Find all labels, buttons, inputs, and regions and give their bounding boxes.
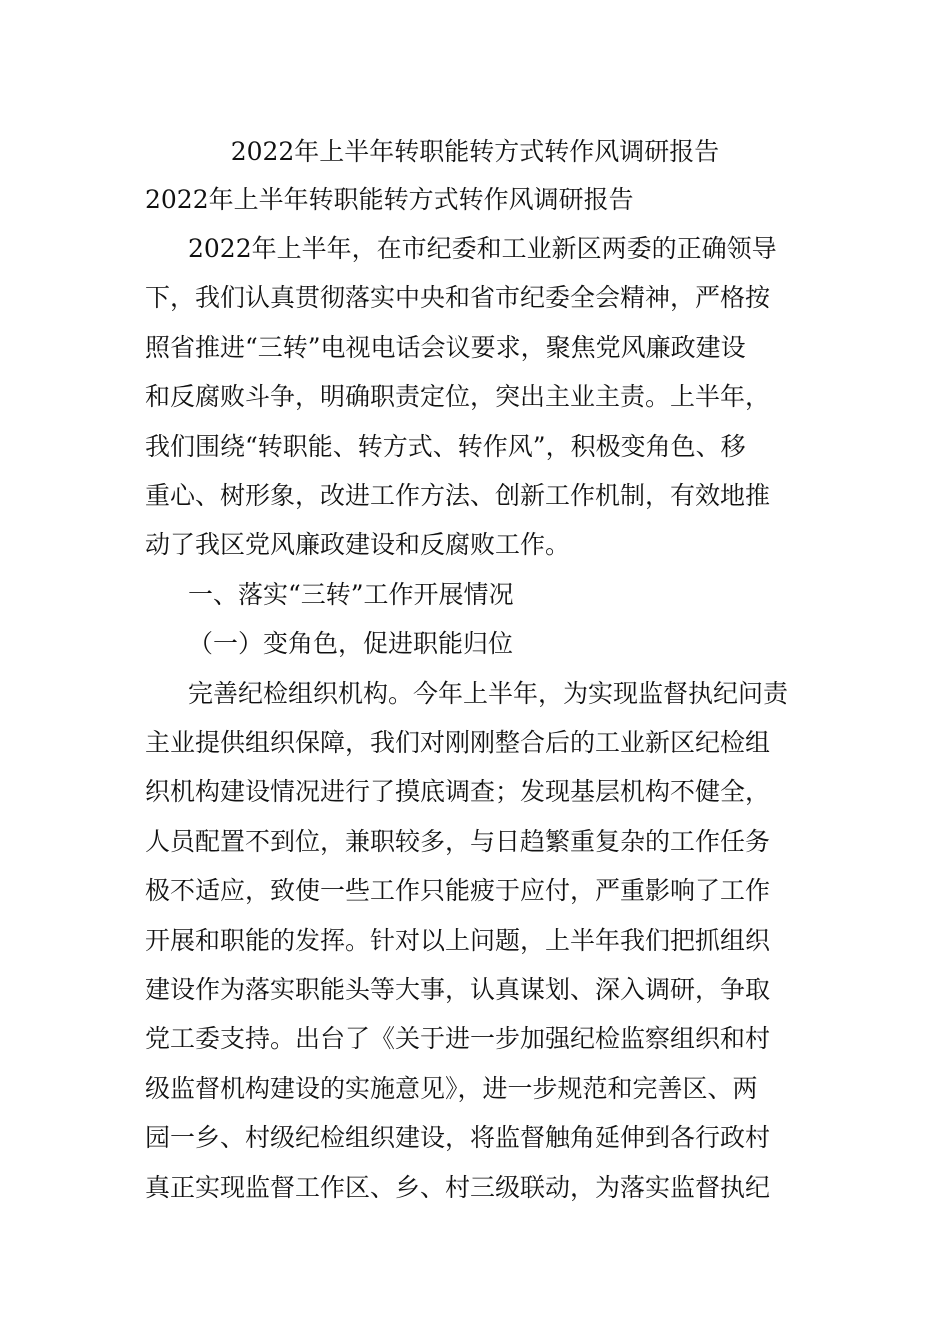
document-title: 2022年上半年转职能转方式转作风调研报告 (230, 137, 720, 166)
body-line: 极不适应，致使一些工作只能疲于应付，严重影响了工作 (145, 876, 771, 905)
body-line: 重心、树形象，改进工作方法、创新工作机制，有效地推 (145, 481, 771, 510)
body-line: 真正实现监督工作区、乡、村三级联动，为落实监督执纪 (145, 1173, 771, 1202)
body-line: 2022年上半年，在市纪委和工业新区两委的正确领导 (188, 234, 777, 263)
body-line: 园一乡、村级纪检组织建设，将监督触角延伸到各行政村 (145, 1123, 771, 1152)
body-line: 下，我们认真贯彻落实中央和省市纪委全会精神，严格按 (145, 283, 771, 312)
body-line: 完善纪检组织机构。今年上半年，为实现监督执纪问责 (188, 679, 789, 708)
subtitle-line: 2022年上半年转职能转方式转作风调研报告 (145, 185, 634, 214)
body-line: 织机构建设情况进行了摸底调查；发现基层机构不健全， (145, 777, 771, 806)
body-line: 照省推进“三转”电视电话会议要求，聚焦党风廉政建设 (145, 333, 746, 362)
body-line: 动了我区党风廉政建设和反腐败工作。 (145, 530, 571, 559)
body-line: 和反腐败斗争，明确职责定位，突出主业主责。上半年， (145, 382, 771, 411)
body-line: 党工委支持。出台了《关于进一步加强纪检监察组织和村 (145, 1024, 771, 1053)
body-line: 级监督机构建设的实施意见》，进一步规范和完善区、两 (145, 1074, 758, 1103)
body-line: 建设作为落实职能头等大事，认真谋划、深入调研，争取 (145, 975, 771, 1004)
section-heading: 一、落实“三转”工作开展情况 (188, 580, 514, 609)
body-line: 我们围绕“转职能、转方式、转作风”，积极变角色、移 (145, 432, 746, 461)
body-line: 人员配置不到位，兼职较多，与日趋繁重复杂的工作任务 (145, 827, 771, 856)
body-line: 主业提供组织保障，我们对刚刚整合后的工业新区纪检组 (145, 728, 771, 757)
subsection-heading: （一）变角色，促进职能归位 (188, 629, 514, 658)
body-line: 开展和职能的发挥。针对以上问题，上半年我们把抓组织 (145, 926, 771, 955)
